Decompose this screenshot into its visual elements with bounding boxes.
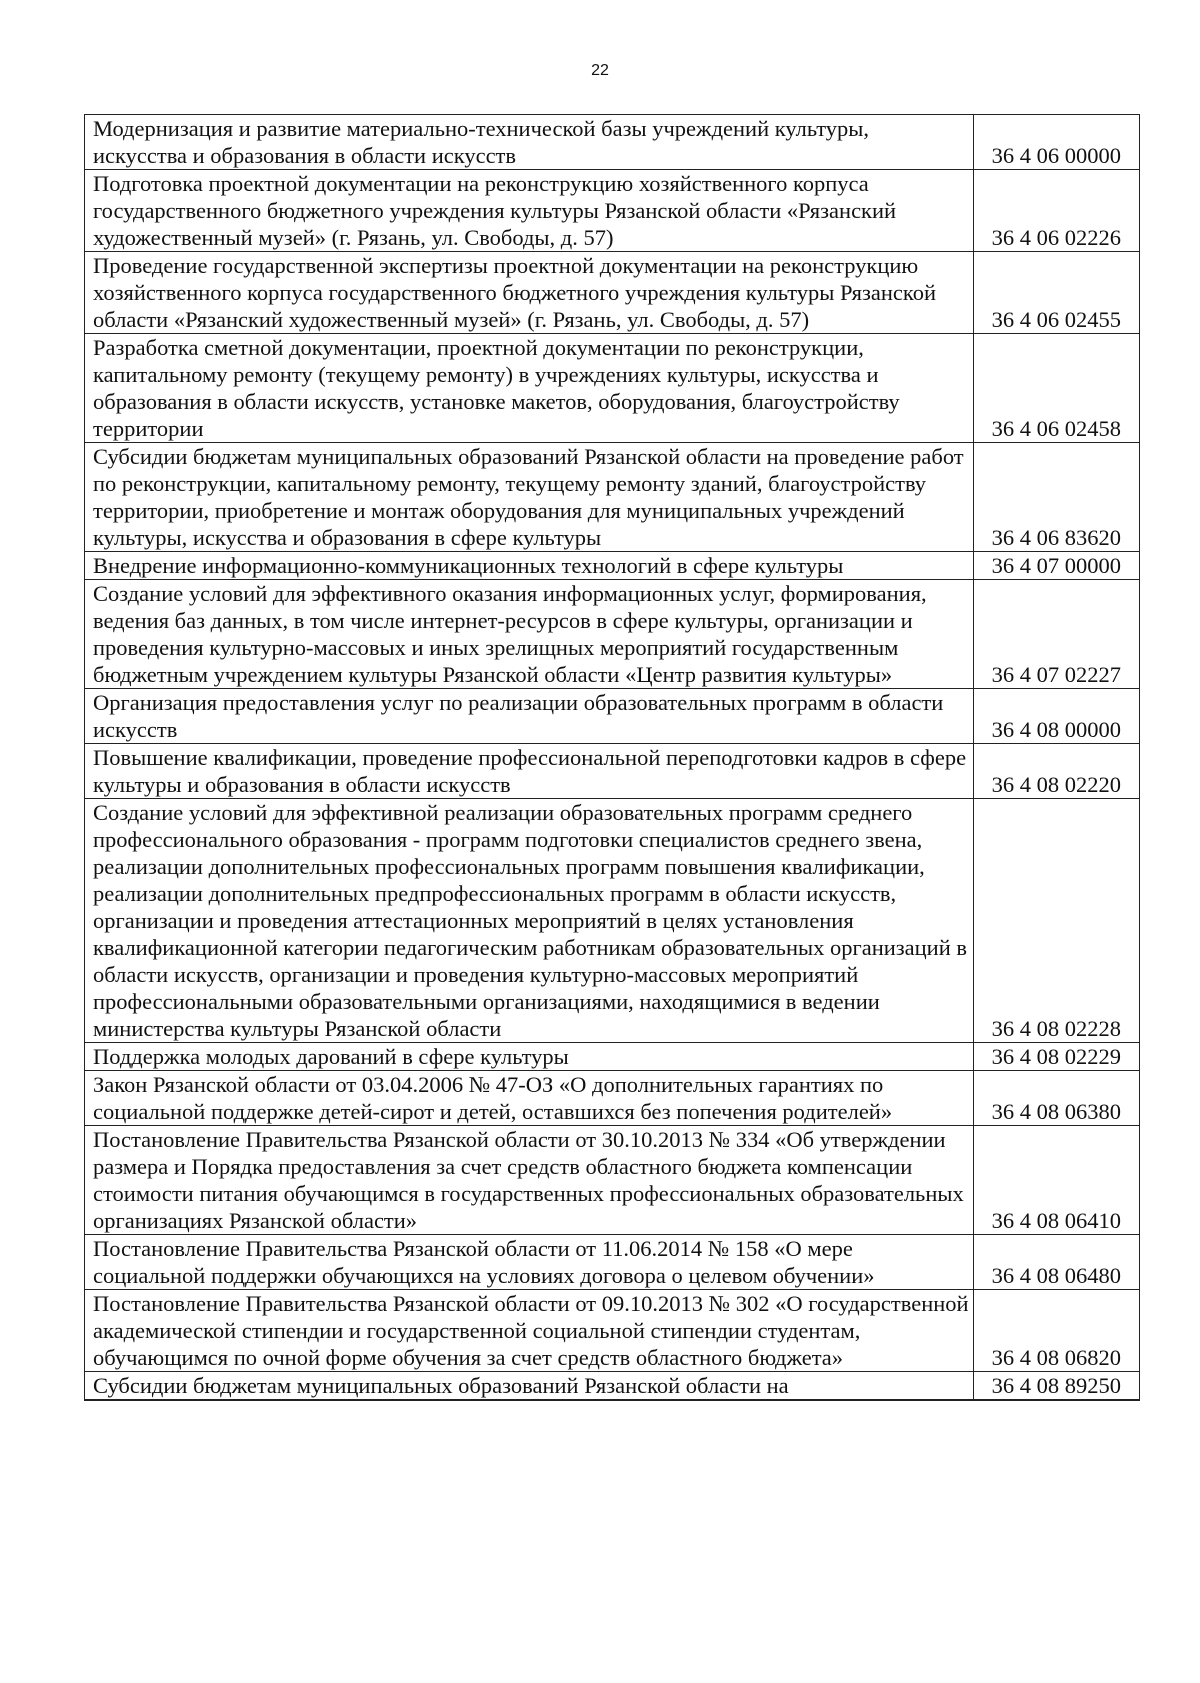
row-name-cell: Разработка сметной документации, проектной документации по реконструкции, капитальному ремонту (текущему ремонту) в учреждениях культуры, искусства и образования в области искусств, установке макетов, оборудования, благоустройству территории [85,334,974,443]
row-code-cell: 36 4 07 02227 [973,580,1139,689]
row-name-cell: Субсидии бюджетам муниципальных образований Рязанской области на [85,1372,974,1401]
budget-codes-table [84,114,1140,1401]
row-name-cell: Внедрение информационно-коммуникационных технологий в сфере культуры [85,552,974,580]
row-code-cell: 36 4 08 02229 [973,1043,1139,1071]
row-code-cell: 36 4 06 02458 [973,334,1139,443]
row-code-cell: 36 4 07 00000 [973,552,1139,580]
table-row [85,1290,1140,1372]
table-row [85,552,1140,580]
row-name-cell: Создание условий для эффективной реализации образовательных программ среднего профессионального образования - программ подготовки специалистов среднего звена, реализации дополнительных профессиональных программ повышения квалификации, реализации дополнительных предпрофессиональных программ в области искусств, организации и проведения аттестационных мероприятий в целях установления квалификационной категории педагогическим работникам образовательных организаций в области искусств, организации и проведения культурно-массовых мероприятий профессиональными образовательными организациями, находящимися в ведении министерства культуры Рязанской области [85,799,974,1043]
row-name-cell: Закон Рязанской области от 03.04.2006 № 47-ОЗ «О дополнительных гарантиях по социальной поддержке детей-сирот и детей, оставшихся без попечения родителей» [85,1071,974,1126]
row-name-cell: Подготовка проектной документации на реконструкцию хозяйственного корпуса государственного бюджетного учреждения культуры Рязанской области «Рязанский художественный музей» (г. Рязань, ул. Свободы, д. 57) [85,170,974,252]
table-body [85,115,1140,1401]
table-row [85,170,1140,252]
row-code-cell: 36 4 08 06820 [973,1290,1139,1372]
row-code-cell: 36 4 08 06480 [973,1235,1139,1290]
table-row [85,689,1140,744]
row-code-cell: 36 4 08 02220 [973,744,1139,799]
row-code-cell: 36 4 06 00000 [973,115,1139,170]
table-row [85,744,1140,799]
row-name-cell: Создание условий для эффективного оказания информационных услуг, формирования, ведения баз данных, в том числе интернет-ресурсов в сфере культуры, организации и проведения культурно-массовых и иных зрелищных мероприятий государственным бюджетным учреждением культуры Рязанской области «Центр развития культуры» [85,580,974,689]
row-name-cell: Проведение государственной экспертизы проектной документации на реконструкцию хозяйственного корпуса государственного бюджетного учреждения культуры Рязанской области «Рязанский художественный музей» (г. Рязань, ул. Свободы, д. 57) [85,252,974,334]
table-row [85,334,1140,443]
row-code-cell: 36 4 08 06380 [973,1071,1139,1126]
table-row [85,1043,1140,1071]
row-name-cell: Организация предоставления услуг по реализации образовательных программ в области искусств [85,689,974,744]
row-name-cell: Повышение квалификации, проведение профессиональной переподготовки кадров в сфере культуры и образования в области искусств [85,744,974,799]
row-code-cell: 36 4 06 02226 [973,170,1139,252]
row-code-cell: 36 4 08 06410 [973,1126,1139,1235]
table-row [85,1071,1140,1126]
page-number: 22 [591,62,609,79]
table-row [85,252,1140,334]
table-row [85,1235,1140,1290]
row-code-cell: 36 4 06 83620 [973,443,1139,552]
row-name-cell: Постановление Правительства Рязанской области от 11.06.2014 № 158 «О мере социальной поддержки обучающихся на условиях договора о целевом обучении» [85,1235,974,1290]
row-code-cell: 36 4 06 02455 [973,252,1139,334]
row-name-cell: Поддержка молодых дарований в сфере культуры [85,1043,974,1071]
row-code-cell: 36 4 08 89250 [973,1372,1139,1401]
row-name-cell: Постановление Правительства Рязанской области от 30.10.2013 № 334 «Об утверждении размера и Порядка предоставления за счет средств областного бюджета компенсации стоимости питания обучающимся в государственных профессиональных образовательных организациях Рязанской области» [85,1126,974,1235]
row-name-cell: Модернизация и развитие материально-технической базы учреждений культуры, искусства и образования в области искусств [85,115,974,170]
row-code-cell: 36 4 08 00000 [973,689,1139,744]
table-row [85,443,1140,552]
table-row [85,1372,1140,1401]
table-row [85,799,1140,1043]
row-name-cell: Субсидии бюджетам муниципальных образований Рязанской области на проведение работ по реконструкции, капитальному ремонту, текущему ремонту зданий, благоустройству территории, приобретение и монтаж оборудования для муниципальных учреждений культуры, искусства и образования в сфере культуры [85,443,974,552]
table-row [85,580,1140,689]
row-code-cell: 36 4 08 02228 [973,799,1139,1043]
table-row [85,115,1140,170]
row-name-cell: Постановление Правительства Рязанской области от 09.10.2013 № 302 «О государственной академической стипендии и государственной социальной стипендии студентам, обучающимся по очной форме обучения за счет средств областного бюджета» [85,1290,974,1372]
table-row [85,1126,1140,1235]
